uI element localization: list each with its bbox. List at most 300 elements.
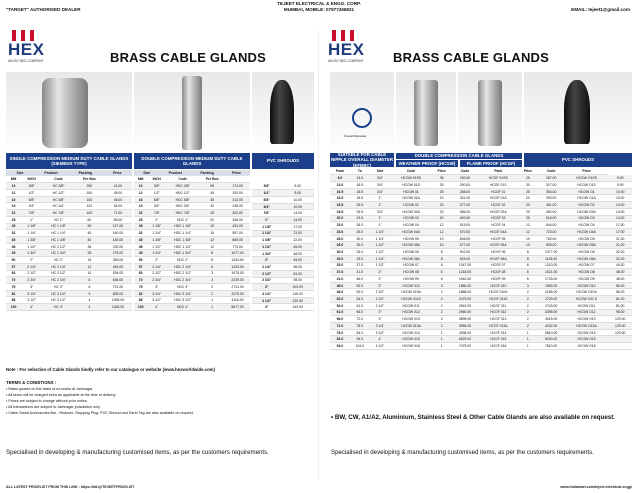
table-cell: HCGW 016 bbox=[390, 343, 432, 350]
table-cell: 3" bbox=[252, 284, 281, 291]
table-cell: 19 bbox=[6, 203, 21, 210]
table-cell: 21.00 bbox=[281, 230, 314, 237]
table-header-row bbox=[330, 168, 632, 175]
table-cell: 57 bbox=[134, 263, 147, 270]
table-cell: 3/4" bbox=[370, 188, 390, 195]
table-cell: HC 3 1/2" bbox=[42, 297, 75, 304]
table-cell: 81.00 bbox=[281, 270, 314, 277]
bottom-bar bbox=[0, 484, 638, 493]
table-cell: 57 bbox=[6, 263, 21, 270]
table-row bbox=[134, 250, 250, 257]
table-row bbox=[6, 304, 132, 311]
table-cell: 25 bbox=[432, 188, 452, 195]
table-cell: 70 bbox=[6, 277, 21, 284]
table-cell: 3/8" bbox=[252, 183, 281, 190]
right-page-title: BRASS CABLE GLANDS bbox=[393, 50, 549, 65]
table-cell: HCGW O1 bbox=[565, 188, 609, 195]
table-row bbox=[6, 216, 132, 223]
logo-text: HEX bbox=[328, 40, 365, 59]
table-cell: 386.00 bbox=[451, 208, 478, 215]
table-cell: 25 bbox=[199, 210, 225, 217]
table-cell: HCGW 013 bbox=[390, 316, 432, 323]
table-cell: 10 bbox=[518, 235, 538, 242]
table-cell: 12 bbox=[199, 243, 225, 250]
table-cell: 48.00 bbox=[281, 250, 314, 257]
table-cell: HCGW O5A bbox=[565, 242, 609, 249]
right-shroud-photo bbox=[524, 72, 632, 152]
table-cell: 6 bbox=[75, 284, 104, 291]
table-cell: 1" bbox=[370, 215, 390, 222]
table-row bbox=[134, 236, 250, 243]
table-row bbox=[134, 257, 250, 264]
table-cell: 52.0 bbox=[330, 296, 350, 303]
table-cell: 2 1/4" bbox=[252, 264, 281, 271]
table-cell: HCGW O1S bbox=[565, 181, 609, 188]
table-cell: 3" bbox=[370, 316, 390, 323]
table-cell: HDC 3 1/4" bbox=[166, 290, 199, 297]
ring-label: Overall Diameter bbox=[344, 134, 367, 138]
table-cell: 1433.00 bbox=[225, 263, 250, 270]
table-cell: 1210.00 bbox=[538, 262, 565, 269]
flameproof-header: FLAME PROOF (HCGF) bbox=[460, 160, 522, 167]
table-cell: 30 bbox=[199, 203, 225, 210]
table-row bbox=[252, 190, 314, 197]
table-cell: 2 bbox=[518, 316, 538, 323]
table-cell: HDC 2" bbox=[166, 257, 199, 264]
catalogue-note: Note : For selection of Cable Glands kindly refer to our catalogue or website (www.hexworldwide.com) bbox=[6, 367, 215, 372]
table-row bbox=[330, 276, 632, 283]
table-cell: 40 bbox=[75, 236, 104, 243]
table-cell: 46.0 bbox=[350, 276, 370, 283]
table-cell: 83.00 bbox=[104, 216, 132, 223]
table-cell: 45 bbox=[75, 230, 104, 237]
table-cell: 1 3/8" bbox=[252, 237, 281, 244]
table-cell: HCGW 011S bbox=[390, 296, 432, 303]
table-cell: HCGF 05 bbox=[479, 235, 519, 242]
table-row bbox=[134, 216, 250, 223]
column-header: Price bbox=[432, 168, 452, 175]
table-cell: 7810.00 bbox=[538, 343, 565, 350]
table-cell: 1 1/2" bbox=[370, 249, 390, 256]
indiamart-link[interactable]: www.indiamart.com/tejeet-electrical-engg/ bbox=[560, 485, 632, 489]
table-cell: 6529.00 bbox=[451, 336, 478, 343]
table-cell: 37.0 bbox=[330, 269, 350, 276]
table-row bbox=[252, 223, 314, 230]
table-cell: HCGW 014 bbox=[390, 329, 432, 336]
table-cell: 56.00 bbox=[608, 289, 632, 296]
table-cell: HC 3/8" bbox=[42, 183, 75, 190]
table-cell: 5/8" bbox=[252, 196, 281, 203]
table-row bbox=[6, 189, 132, 196]
table-cell: 2 1/4" bbox=[147, 263, 166, 270]
table-cell: 1888.00 bbox=[451, 289, 478, 296]
table-cell: 10 bbox=[518, 242, 538, 249]
table-row bbox=[6, 243, 132, 250]
table-cell: 7/8" bbox=[21, 210, 42, 217]
table-cell: 353.00 bbox=[104, 257, 132, 264]
column-header: Pack bbox=[479, 168, 519, 175]
table-cell: 1 1/4" bbox=[252, 230, 281, 237]
table-row bbox=[252, 196, 314, 203]
table-cell: 3/8" bbox=[21, 183, 42, 190]
right-shroud-header: PVC SHROUDS bbox=[524, 153, 632, 167]
table-row bbox=[330, 215, 632, 222]
table-cell: 30.0 bbox=[350, 242, 370, 249]
table-cell: HDC 2 1/2" bbox=[166, 270, 199, 277]
table-cell: 2475.00 bbox=[451, 296, 478, 303]
table-cell: 636.00 bbox=[104, 277, 132, 284]
table-cell: 30.0 bbox=[330, 255, 350, 262]
table-cell: HCGF 04A bbox=[479, 228, 519, 235]
table-cell: 4116.00 bbox=[225, 297, 250, 304]
table-cell: 4538.00 bbox=[451, 329, 478, 336]
table-cell: 1 1/2" bbox=[147, 243, 166, 250]
table-cell: 665.00 bbox=[225, 236, 250, 243]
table-row bbox=[330, 343, 632, 350]
table-cell: 1" bbox=[147, 216, 166, 223]
table-cell: 35 bbox=[75, 243, 104, 250]
table-cell: 30 bbox=[518, 181, 538, 188]
table-row bbox=[330, 249, 632, 256]
table-cell: 4015.00 bbox=[538, 316, 565, 323]
table-cell: HCGF 02A bbox=[479, 208, 519, 215]
terms-title: TERMS & CONDITIONS : bbox=[6, 380, 57, 385]
table-cell: 22 bbox=[134, 210, 147, 217]
company-header bbox=[0, 1, 638, 12]
column-header: Code bbox=[390, 168, 432, 175]
table-cell: 1 3/4" bbox=[252, 250, 281, 257]
table-cell: 3895.00 bbox=[451, 316, 478, 323]
table-cell: 451.00 bbox=[104, 263, 132, 270]
table-cell: 20 bbox=[199, 216, 225, 223]
table-cell: HCGW 04A bbox=[390, 228, 432, 235]
table-cell: 336.00 bbox=[225, 216, 250, 223]
table-cell: 45 bbox=[6, 250, 21, 257]
column-header: To bbox=[350, 168, 370, 175]
table-cell: HCGW O4 bbox=[565, 222, 609, 229]
table-cell: 26.0 bbox=[350, 228, 370, 235]
double-price-table bbox=[134, 176, 250, 311]
table-cell: HCGW O15 bbox=[565, 336, 609, 343]
table-cell: 1 1/2" bbox=[370, 242, 390, 249]
logo-text: HEX bbox=[8, 40, 45, 59]
table-cell: 12 bbox=[518, 228, 538, 235]
table-cell: 20 bbox=[518, 208, 538, 215]
subheader-price: Price bbox=[112, 171, 122, 175]
table-cell: 7475.00 bbox=[451, 343, 478, 350]
table-cell: 14.00 bbox=[281, 217, 314, 224]
table-cell: HCGW O12 bbox=[565, 309, 609, 316]
terms-item: • Prices are subject to change without prior notice. bbox=[6, 399, 88, 404]
table-cell: HC 3/4" bbox=[42, 203, 75, 210]
table-cell: 317.00 bbox=[538, 181, 565, 188]
table-cell: 52.0 bbox=[350, 289, 370, 296]
table-row bbox=[330, 222, 632, 229]
table-cell: 38 bbox=[134, 243, 147, 250]
company-email: EMAIL: tejeet1@gmail.com bbox=[571, 7, 630, 12]
table-cell: HCGW O16 bbox=[565, 343, 609, 350]
table-cell: 104.0 bbox=[350, 343, 370, 350]
table-cell: HCGW 06A bbox=[390, 255, 432, 262]
subheader-size: Size bbox=[143, 171, 151, 175]
table-cell: 1 bbox=[432, 336, 452, 343]
table-cell: 8 bbox=[518, 255, 538, 262]
table-cell: HCGW O7 bbox=[565, 262, 609, 269]
table-cell: 250.00 bbox=[451, 181, 478, 188]
table-cell: HCGW 01S bbox=[390, 181, 432, 188]
table-cell: 10 bbox=[432, 235, 452, 242]
table-cell: 2" bbox=[21, 257, 42, 264]
table-cell: HCGW 06 bbox=[390, 249, 432, 256]
table-row bbox=[330, 323, 632, 330]
table-cell: 60 bbox=[75, 216, 104, 223]
subheader-price: Price bbox=[232, 171, 241, 175]
table-cell: 20 bbox=[432, 195, 452, 202]
table-cell: 26.0 bbox=[330, 242, 350, 249]
table-cell: 3 bbox=[432, 282, 452, 289]
table-cell: 762.00 bbox=[538, 235, 565, 242]
table-cell: 516.00 bbox=[538, 215, 565, 222]
table-cell: 636.00 bbox=[451, 235, 478, 242]
table-cell: 1540.00 bbox=[451, 276, 478, 283]
table-cell: 557.00 bbox=[225, 230, 250, 237]
table-cell: 4" bbox=[147, 304, 166, 311]
terms-item: • All taxes will be charged extra as applicable at the time of delivery. bbox=[6, 393, 117, 398]
weatherproof-photo bbox=[396, 72, 456, 152]
table-cell: 63 bbox=[6, 270, 21, 277]
table-row bbox=[330, 255, 632, 262]
table-cell: 4 bbox=[75, 297, 104, 304]
table-cell: 3 1/2" bbox=[370, 329, 390, 336]
table-cell: 4" bbox=[370, 336, 390, 343]
table-cell: 56.00 bbox=[281, 264, 314, 271]
table-row bbox=[134, 223, 250, 230]
table-cell: 2 bbox=[432, 289, 452, 296]
diameter-diagram bbox=[330, 72, 394, 152]
table-cell: 25 bbox=[134, 216, 147, 223]
table-cell: 400.00 bbox=[451, 215, 478, 222]
terms-item: • Cable Gland Accessories like - Reducer, Stopping Plug, PVC Shroud and Earth Tag are also available on request. bbox=[6, 411, 194, 416]
table-cell: HC 3 1/4" bbox=[42, 290, 75, 297]
table-cell: 2239.00 bbox=[225, 277, 250, 284]
table-cell: 6 bbox=[518, 276, 538, 283]
table-cell: 773.00 bbox=[225, 243, 250, 250]
right-footer: Specialised in developing & manufacturing customised items, as per the customers requirements. bbox=[331, 449, 594, 456]
table-cell: HCGW 09 bbox=[390, 276, 432, 283]
table-cell: 3 1/4" bbox=[21, 290, 42, 297]
table-cell: 183.00 bbox=[104, 236, 132, 243]
table-cell: 902.00 bbox=[451, 249, 478, 256]
table-cell: 20 bbox=[518, 195, 538, 202]
table-cell bbox=[608, 343, 632, 350]
table-cell: 2 bbox=[432, 323, 452, 330]
table-cell: 1234.00 bbox=[225, 257, 250, 264]
double-compression-header: DOUBLE COMPRESSION CABLE GLANDS bbox=[396, 153, 522, 159]
table-cell: HCGW O5 bbox=[565, 235, 609, 242]
table-cell: 1218.00 bbox=[451, 269, 478, 276]
table-cell: 1" bbox=[252, 217, 281, 224]
table-cell: 1 1/4" bbox=[21, 230, 42, 237]
table-cell: HCGW O13A bbox=[565, 323, 609, 330]
table-cell: 2 1/4" bbox=[21, 263, 42, 270]
column-header: INCH bbox=[21, 176, 42, 183]
table-cell: HDC 7/8" bbox=[166, 210, 199, 217]
table-cell: 2" bbox=[370, 282, 390, 289]
table-cell: 13.0 bbox=[350, 175, 370, 182]
table-cell: 129.00 bbox=[608, 316, 632, 323]
table-cell: 46.0 bbox=[330, 289, 350, 296]
table-cell: HCGF 011S bbox=[479, 296, 519, 303]
flameproof-photo bbox=[458, 72, 522, 152]
table-cell: 15 bbox=[199, 223, 225, 230]
table-cell: 377.00 bbox=[451, 202, 478, 209]
table-cell: HCGW O2A bbox=[565, 208, 609, 215]
table-cell: 18.5 bbox=[350, 195, 370, 202]
table-cell: 1 1/2" bbox=[21, 243, 42, 250]
table-cell: HDC 3/8" bbox=[166, 183, 199, 190]
left-page-title: BRASS CABLE GLANDS bbox=[110, 50, 266, 65]
table-cell: 213.00 bbox=[225, 196, 250, 203]
table-cell: 14.00 bbox=[281, 210, 314, 217]
table-cell: 10 bbox=[75, 270, 104, 277]
column-header: Code bbox=[166, 176, 199, 183]
table-cell: 3955.00 bbox=[451, 323, 478, 330]
pricelist-link[interactable]: ALL LATEST PRICELIST FROM THIS LINK : https://bit.ly/TEJEETPRICELIST bbox=[6, 485, 135, 489]
terms-block bbox=[6, 380, 194, 417]
table-cell: 37.0 bbox=[350, 262, 370, 269]
table-cell: 45.00 bbox=[281, 257, 314, 264]
table-cell: 100 bbox=[75, 210, 104, 217]
table-cell: 2" bbox=[252, 257, 281, 264]
table-cell: 3 1/2" bbox=[21, 297, 42, 304]
shroud-icon bbox=[564, 80, 590, 144]
table-cell: 17.00 bbox=[281, 223, 314, 230]
table-cell: 1 bbox=[199, 297, 225, 304]
table-cell: 354.00 bbox=[538, 188, 565, 195]
table-cell: 26.0 bbox=[330, 235, 350, 242]
left-footer: Specialised in developing & manufacturing customised items, as per the customers requirements. bbox=[6, 449, 269, 456]
table-cell: 2 bbox=[518, 296, 538, 303]
table-cell: HCGW O6A bbox=[565, 255, 609, 262]
table-cell bbox=[608, 336, 632, 343]
table-cell: 2" bbox=[147, 257, 166, 264]
table-cell: 2 1/2" bbox=[147, 270, 166, 277]
table-cell: 570.00 bbox=[451, 228, 478, 235]
table-cell: 193.00 bbox=[225, 189, 250, 196]
column-header: Per Box bbox=[75, 176, 104, 183]
table-row bbox=[134, 243, 250, 250]
subheader-product: Product bbox=[168, 171, 182, 175]
table-cell: 18.5 bbox=[330, 208, 350, 215]
shroud-icon bbox=[270, 80, 294, 144]
table-cell: 143.00 bbox=[281, 304, 314, 311]
table-cell: 2" bbox=[370, 276, 390, 283]
table-row bbox=[330, 202, 632, 209]
table-cell: 3/4" bbox=[147, 203, 166, 210]
table-cell: 120 bbox=[75, 203, 104, 210]
table-cell: 515.00 bbox=[451, 222, 478, 229]
table-cell: 230.00 bbox=[451, 175, 478, 182]
table-cell: 61.0 bbox=[350, 302, 370, 309]
table-cell: 644.00 bbox=[538, 222, 565, 229]
table-cell: HCGF 02 bbox=[479, 202, 519, 209]
table-row bbox=[330, 242, 632, 249]
table-cell: HC 5/8" bbox=[42, 196, 75, 203]
table-cell: 70 bbox=[134, 277, 147, 284]
table-cell: 14.00 bbox=[608, 208, 632, 215]
table-cell: HC 1 3/4" bbox=[42, 250, 75, 257]
table-row bbox=[330, 228, 632, 235]
table-cell: 94.0 bbox=[330, 343, 350, 350]
table-row bbox=[330, 316, 632, 323]
shroud-price-table bbox=[252, 183, 314, 311]
table-cell: HCGW 05 bbox=[390, 235, 432, 242]
table-cell: 18.5 bbox=[330, 195, 350, 202]
table-cell: 6930.00 bbox=[538, 336, 565, 343]
table-cell: 9.00 bbox=[281, 190, 314, 197]
table-cell: HCGF 08 bbox=[479, 269, 519, 276]
single-header: SINGLE COMPRESSION MEDIUM DUTY CABLE GLANDS (SIEMENS TYPE) bbox=[6, 153, 132, 169]
table-cell: 13 bbox=[6, 183, 21, 190]
table-cell: HCGW O10 bbox=[565, 282, 609, 289]
hex-logo-right bbox=[328, 30, 388, 66]
table-cell: 1077.00 bbox=[225, 250, 250, 257]
table-cell: 12 bbox=[518, 222, 538, 229]
table-cell: 12 bbox=[134, 189, 147, 196]
table-cell: 1 1/8" bbox=[147, 223, 166, 230]
table-cell: 3/4" bbox=[252, 203, 281, 210]
flameproof-gland-icon bbox=[478, 80, 502, 146]
table-cell: 16 bbox=[134, 196, 147, 203]
table-cell: 2 1/2" bbox=[370, 296, 390, 303]
table-cell: 20.0 bbox=[330, 215, 350, 222]
table-cell: 50 bbox=[134, 257, 147, 264]
table-cell: HCGW O8 bbox=[565, 269, 609, 276]
table-row bbox=[330, 262, 632, 269]
table-cell: 18.5 bbox=[350, 188, 370, 195]
table-cell: 45 bbox=[134, 250, 147, 257]
table-cell: 1880.00 bbox=[451, 282, 478, 289]
table-cell: 3/4" bbox=[370, 208, 390, 215]
table-cell: 54.00 bbox=[104, 203, 132, 210]
table-cell: 534.00 bbox=[104, 270, 132, 277]
table-cell: 15 bbox=[199, 230, 225, 237]
table-row bbox=[330, 208, 632, 215]
table-cell: 2156.00 bbox=[538, 289, 565, 296]
table-cell: 81.00 bbox=[608, 302, 632, 309]
table-cell: 287.00 bbox=[538, 175, 565, 182]
table-row bbox=[330, 235, 632, 242]
table-cell: 25 bbox=[518, 188, 538, 195]
table-row bbox=[6, 284, 132, 291]
table-cell: 2" bbox=[370, 269, 390, 276]
table-cell: 10.00 bbox=[608, 195, 632, 202]
table-cell: 72.0 bbox=[330, 323, 350, 330]
table-cell: HCGF 09 bbox=[479, 276, 519, 283]
table-cell: 288.00 bbox=[451, 188, 478, 195]
table-cell: 2 1/2" bbox=[252, 270, 281, 277]
table-cell: 45.00 bbox=[281, 243, 314, 250]
table-row bbox=[252, 250, 314, 257]
table-row bbox=[252, 304, 314, 311]
table-cell: 10.00 bbox=[281, 203, 314, 210]
table-cell: 45 bbox=[199, 189, 225, 196]
column-header: Code bbox=[42, 176, 75, 183]
table-cell: 2 1/2" bbox=[370, 302, 390, 309]
column-header bbox=[225, 176, 250, 183]
table-row bbox=[134, 189, 250, 196]
table-row bbox=[6, 236, 132, 243]
